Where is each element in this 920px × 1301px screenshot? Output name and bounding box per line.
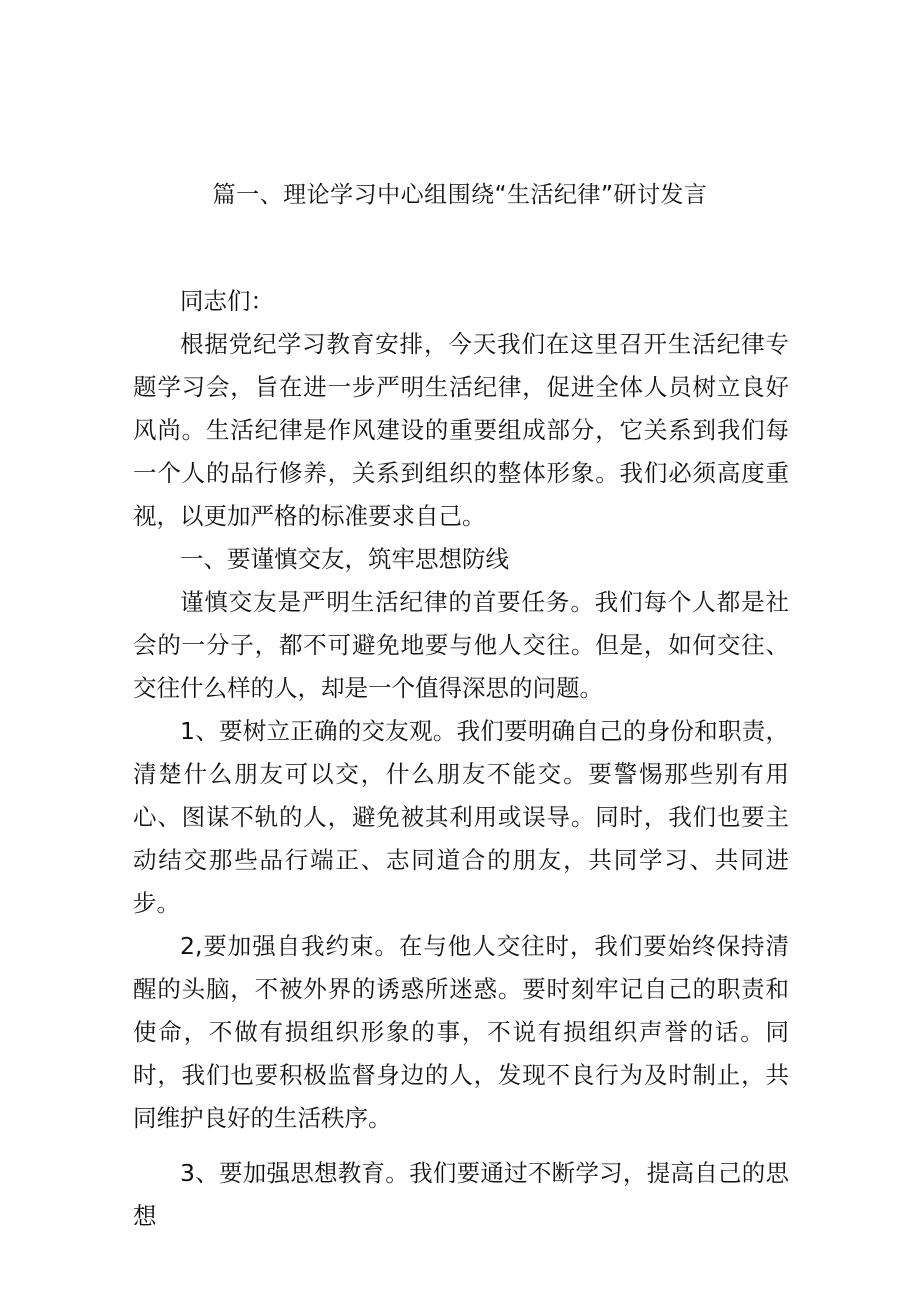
paragraph-intro: 根据党纪学习教育安排，今天我们在这里召开生活纪律专题学习会，旨在进一步严明生活纪律，促进全体人员树立良好风尚。生活纪律是作风建设的重要组成部分，它关系到我们每一个人的品行修养，关系到组织的整体形象。我们必须高度重视，以更加严格的标准要求自己。: [133, 330, 789, 530]
paragraph-point-3: 3、要加强思想教育。我们要通过不断学习，提高自己的思想: [133, 1159, 789, 1230]
paragraph-point-1: 1、要树立正确的交友观。我们要明确自己的身份和职责，清楚什么朋友可以交，什么朋友不能交。要警惕那些别有用心、图谋不轨的人，避免被其利用或误导。同时，我们也要主动结交那些品行端正、志同道合的朋友，共同学习、共同进步。: [133, 717, 789, 917]
paragraph-section-1: 谨慎交友是严明生活纪律的首要任务。我们每个人都是社会的一分子，都不可避免地要与他人交往。但是，如何交往、交往什么样的人，却是一个值得深思的问题。: [133, 588, 789, 702]
paragraph-point-2: 2,要加强自我约束。在与他人交往时，我们要始终保持清醒的头脑，不被外界的诱惑所迷惑。要时刻牢记自己的职责和使命，不做有损组织形象的事，不说有损组织声誉的话。同时，我们也要积极监督身边的人，发现不良行为及时制止，共同维护良好的生活秩序。: [133, 932, 789, 1132]
section-heading-1: 一、要谨慎交友，筑牢思想防线: [180, 545, 509, 573]
document-title: 篇一、理论学习中心组围绕“生活纪律”研讨发言: [212, 182, 708, 208]
paragraph-salutation: 同志们：: [180, 287, 274, 315]
document-body: [133, 280, 789, 1238]
